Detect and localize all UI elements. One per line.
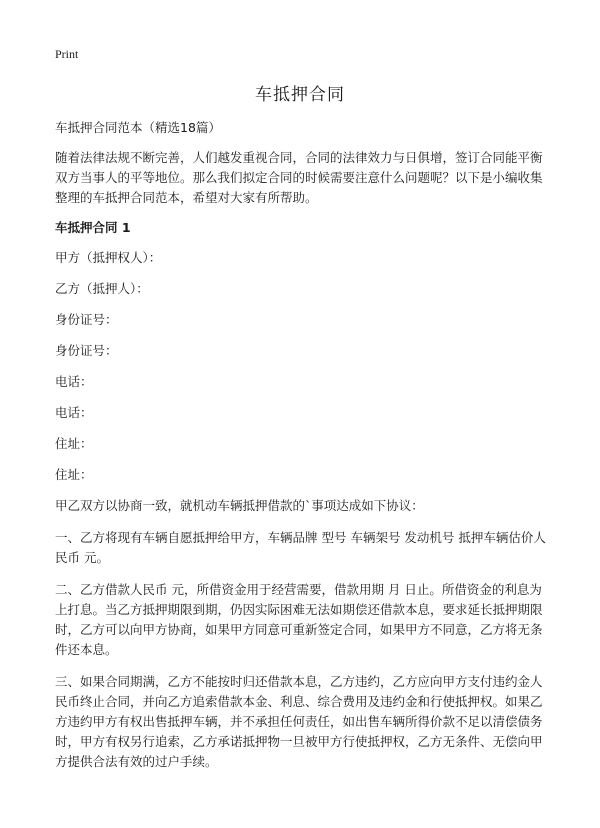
page-title: 车抵押合同	[255, 85, 345, 105]
print-label: Print	[55, 47, 79, 61]
field-party-a: 甲方（抵押权人）：	[55, 250, 162, 265]
intro-paragraph: 随着法律法规不断完善，人们越发重视合同，合同的法律效力与日俱增，签订合同能平衡双方当事人的平等地位。那么我们拟定合同的时候需要注意什么问题呢？以下是小编收集整理的车抵押合同范本，希望对大家有所帮助。	[55, 150, 543, 205]
field-id-number-a: 身份证号：	[55, 312, 118, 327]
field-address-a: 住址：	[55, 436, 93, 451]
document-body	[55, 118, 550, 784]
section-heading: 车抵押合同 1	[55, 220, 131, 235]
clause-3: 三、如果合同期满，乙方不能按时归还借款本息，乙方违约，乙方应向甲方支付违约金人民币终止合同，并向乙方追索借款本金、利息、综合费用及违约金和行使抵押权。如果乙方违约甲方有权出售抵押车辆，并不承担任何责任，如出售车辆所得价款不足以清偿债务时，甲方有权另行追索，乙方承诺抵押物一旦被甲方行使抵押权，乙方无条件、无偿向甲方提供合法有效的过户手续。	[55, 674, 543, 769]
agreement-statement: 甲乙双方以协商一致，就机动车辆抵押借款的`事项达成如下协议：	[55, 498, 424, 513]
field-address-b: 住址：	[55, 467, 93, 482]
field-party-b: 乙方（抵押人）：	[55, 281, 149, 296]
field-id-number-b: 身份证号：	[55, 343, 118, 358]
clause-1: 一、乙方将现有车辆自愿抵押给甲方，车辆品牌 型号 车辆架号 发动机号 抵押车辆估价人民币 元。	[55, 530, 546, 565]
field-phone-b: 电话：	[55, 405, 93, 420]
field-phone-a: 电话：	[55, 374, 93, 389]
clause-2: 二、乙方借款人民币 元，所借资金用于经营需要，借款用期 月 日止。所借资金的利息为上打息。当乙方抵押期限到期，仍因实际困难无法如期偿还借款本息，要求延长抵押期限时，乙方可以向甲方协商，如果甲方同意可重新签定合同，如果甲方不同意，乙方将无条件还本息。	[55, 582, 543, 657]
document-subtitle: 车抵押合同范本（精选18篇）	[55, 120, 221, 135]
